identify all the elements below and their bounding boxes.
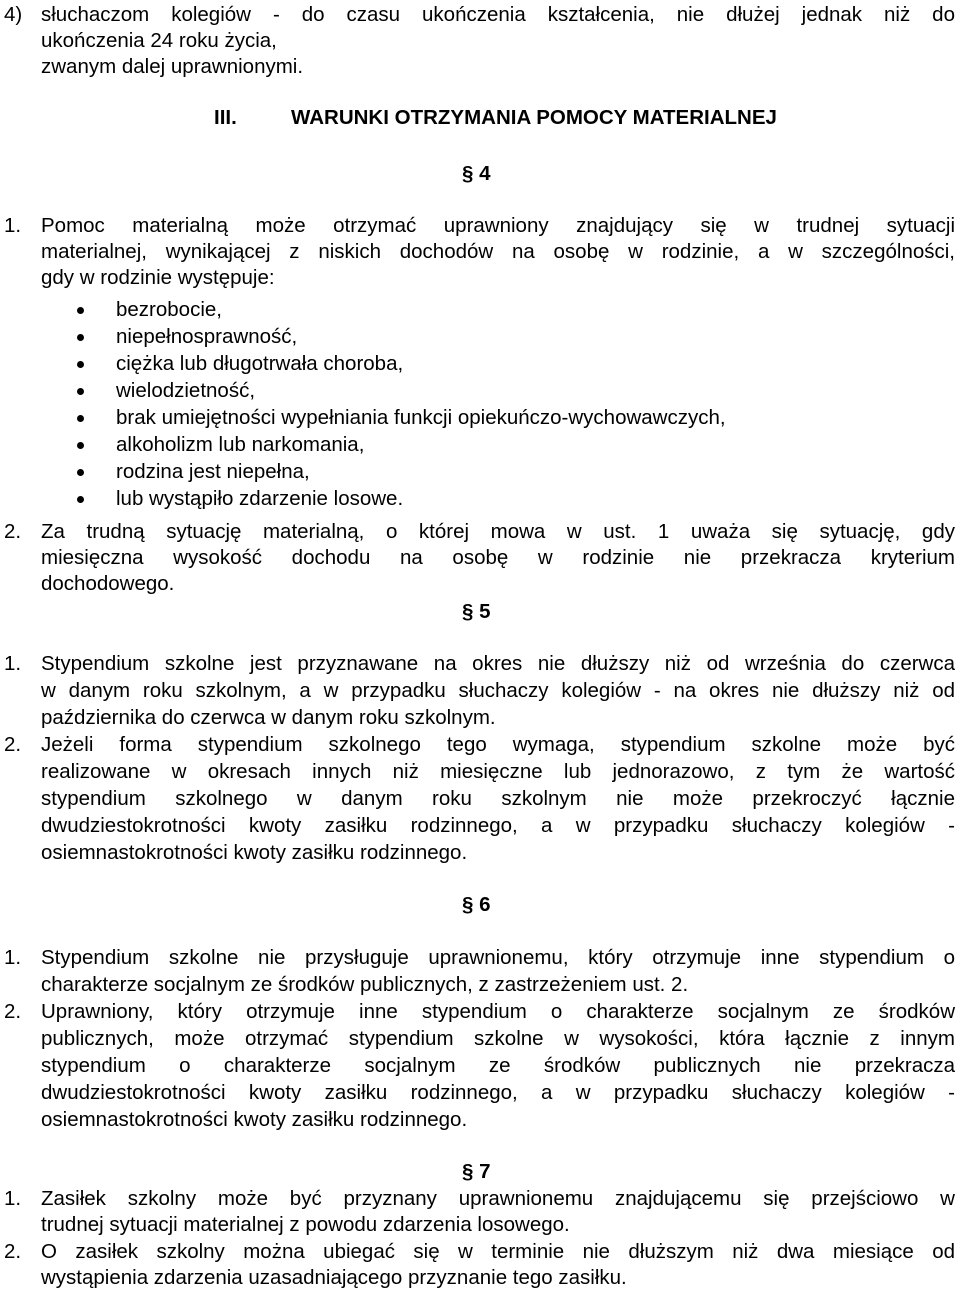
- item-number: 2.: [4, 1240, 22, 1263]
- text-line: stypendium o charakterze socjalnym ze środków publicznych nie przekracza: [41, 1054, 955, 1077]
- list-item: lub wystąpiło zdarzenie losowe.: [116, 487, 404, 510]
- text-line: O zasiłek szkolny można ubiegać się w terminie nie dłuższym niż dwa miesiące od: [41, 1240, 955, 1263]
- bullet-icon: [77, 496, 84, 503]
- text-line: dwudziestokrotności kwoty zasiłku rodzinnego, a w przypadku słuchaczy kolegiów -: [41, 1081, 955, 1104]
- text-line: dwudziestokrotności kwoty zasiłku rodzinnego, a w przypadku słuchaczy kolegiów -: [41, 814, 955, 837]
- text-line: charakterze socjalnym ze środków publicznych, z zastrzeżeniem ust. 2.: [41, 973, 689, 996]
- section-mark: § 7: [462, 1160, 491, 1183]
- item-number: 2.: [4, 520, 22, 543]
- text-line: gdy w rodzinie występuje:: [41, 266, 275, 289]
- text-line: Stypendium szkolne jest przyznawane na okres nie dłuższy niż od września do czerwca: [41, 652, 955, 675]
- text-line: miesięczna wysokość dochodu na osobę w rodzinie nie przekracza kryterium: [41, 546, 955, 569]
- bullet-icon: [77, 361, 84, 368]
- text-line: dochodowego.: [41, 572, 175, 595]
- text-line: ukończenia 24 roku życia,: [41, 29, 277, 52]
- text-line: zwanym dalej uprawnionymi.: [41, 55, 304, 78]
- bullet-icon: [77, 469, 84, 476]
- text-line: stypendium szkolnego w danym roku szkolnym nie może przekroczyć łącznie: [41, 787, 955, 810]
- bullet-icon: [77, 334, 84, 341]
- section-mark: § 4: [462, 162, 491, 185]
- text-line: realizowane w okresach innych niż miesięczne lub jednorazowo, z tym że wartość: [41, 760, 955, 783]
- bullet-icon: [77, 388, 84, 395]
- list-item: wielodzietność,: [116, 379, 256, 402]
- text-line: osiemnastokrotności kwoty zasiłku rodzinnego.: [41, 1108, 468, 1131]
- bullet-icon: [77, 307, 84, 314]
- text-line: słuchaczom kolegiów - do czasu ukończenia kształcenia, nie dłużej jednak niż do: [41, 3, 955, 26]
- item-number: 4): [4, 3, 23, 26]
- list-item: niepełnosprawność,: [116, 325, 298, 348]
- item-number: 2.: [4, 1000, 22, 1023]
- text-line: publicznych, może otrzymać stypendium szkolne w wysokości, która łącznie z innym: [41, 1027, 955, 1050]
- text-line: wystąpienia zdarzenia uzasadniającego przyznanie tego zasiłku.: [41, 1266, 627, 1289]
- list-item: rodzina jest niepełna,: [116, 460, 310, 483]
- item-number: 1.: [4, 214, 22, 237]
- text-line: października do czerwca w danym roku szkolnym.: [41, 706, 496, 729]
- text-line: Zasiłek szkolny może być przyznany uprawnionemu znajdującemu się przejściowo w: [41, 1187, 955, 1210]
- text-line: materialnej, wynikającej z niskich dochodów na osobę w rodzinie, a w szczególności,: [41, 240, 955, 263]
- text-line: osiemnastokrotności kwoty zasiłku rodzinnego.: [41, 841, 468, 864]
- text-line: Stypendium szkolne nie przysługuje uprawnionemu, który otrzymuje inne stypendium o: [41, 946, 955, 969]
- item-number: 1.: [4, 946, 22, 969]
- item-number: 1.: [4, 1187, 22, 1210]
- section-mark: § 6: [462, 893, 491, 916]
- item-number: 2.: [4, 733, 22, 756]
- text-line: trudnej sytuacji materialnej z powodu zdarzenia losowego.: [41, 1213, 570, 1236]
- list-item: bezrobocie,: [116, 298, 222, 321]
- text-line: w danym roku szkolnym, a w przypadku słuchaczy kolegiów - na okres nie dłuższy niż od: [41, 679, 955, 702]
- chapter-title: WARUNKI OTRZYMANIA POMOCY MATERIALNEJ: [291, 106, 777, 129]
- list-item: alkoholizm lub narkomania,: [116, 433, 365, 456]
- text-line: Jeżeli forma stypendium szkolnego tego wymaga, stypendium szkolne może być: [41, 733, 955, 756]
- bullet-icon: [77, 442, 84, 449]
- list-item: brak umiejętności wypełniania funkcji opiekuńczo-wychowawczych,: [116, 406, 726, 429]
- chapter-number: III.: [214, 106, 237, 129]
- list-item: ciężka lub długotrwała choroba,: [116, 352, 404, 375]
- item-number: 1.: [4, 652, 22, 675]
- section-mark: § 5: [462, 600, 491, 623]
- bullet-icon: [77, 415, 84, 422]
- text-line: Pomoc materialną może otrzymać uprawniony znajdujący się w trudnej sytuacji: [41, 214, 955, 237]
- text-line: Za trudną sytuację materialną, o której mowa w ust. 1 uważa się sytuację, gdy: [41, 520, 955, 543]
- text-line: Uprawniony, który otrzymuje inne stypendium o charakterze socjalnym ze środków: [41, 1000, 955, 1023]
